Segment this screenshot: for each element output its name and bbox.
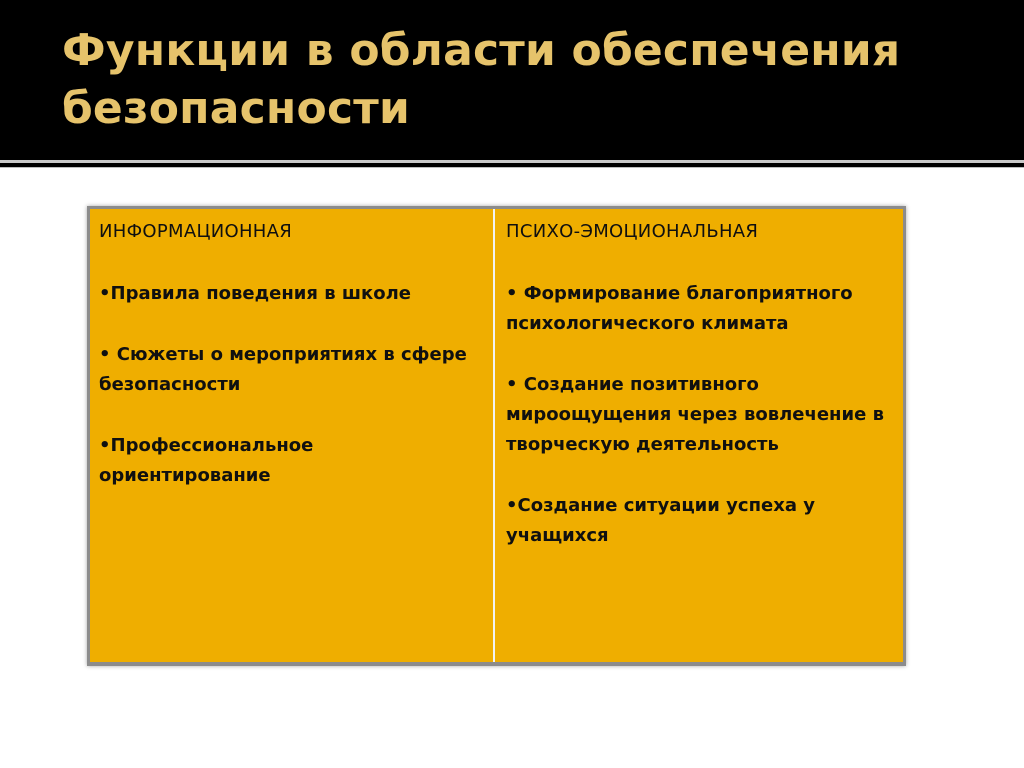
functions-table	[90, 209, 903, 662]
column-psycho-emotional	[495, 209, 903, 662]
psycho-item-success-situation: •Создание ситуации успеха у учащихся	[506, 495, 815, 546]
slide-header	[0, 0, 1024, 160]
column-header-psycho-emotional: ПСИХО-ЭМОЦИОНАЛЬНАЯ	[506, 221, 759, 242]
column-header-informational: ИНФОРМАЦИОННАЯ	[99, 221, 293, 242]
informational-item-safety-events: • Сюжеты о мероприятиях в сфере безопасности	[99, 344, 467, 395]
informational-item-school-rules: •Правила поведения в школе	[99, 283, 411, 304]
psycho-item-positive-worldview: • Создание позитивного мироощущения через вовлечение в творческую деятельность	[506, 374, 884, 455]
header-divider-thin-line	[0, 167, 1024, 168]
header-divider-line	[0, 160, 1024, 163]
column-informational	[90, 209, 495, 662]
informational-item-career-guidance: •Профессиональное ориентирование	[99, 435, 314, 486]
psycho-item-climate: • Формирование благоприятного психологического климата	[506, 283, 853, 334]
slide-title: Функции в области обеспечения безопасности	[62, 25, 901, 134]
